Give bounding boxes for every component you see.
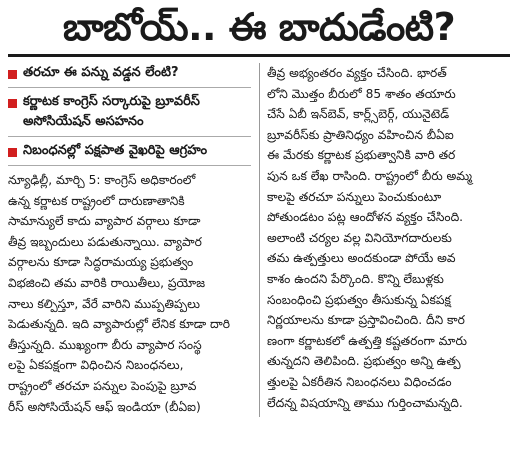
body-line: సంబంధించి ప్రభుత్వం తీసుకున్న ఏకపక్ష bbox=[267, 292, 451, 307]
subhead-divider bbox=[8, 165, 251, 166]
body-line: ణంగా కర్ణాటకలో ఉత్పత్తి కష్టతరంగా మారు bbox=[267, 333, 467, 348]
body-line: బ్రూవరీస్‌కు ప్రాతినిధ్యం వహించిన బీఏఐ bbox=[267, 127, 454, 142]
body-line: పోతుండటం పట్ల ఆందోళన వ్యక్తం చేసింది. bbox=[267, 210, 464, 225]
subhead-item bbox=[8, 92, 251, 132]
body-line: రీస్ అసోసియేషన్ ఆఫ్ ఇండియా (బీఏఐ) bbox=[8, 399, 201, 414]
body-line: త్తులపై ఏకరీతిన నిబంధనలు విధించడం bbox=[267, 374, 452, 389]
article-columns bbox=[8, 63, 510, 417]
left-column bbox=[8, 63, 251, 417]
body-line: న్యూఢిల్లీ, మార్చి 5: కాంగ్రెస్ అధికారంలో bbox=[8, 173, 196, 187]
subhead-item bbox=[8, 63, 251, 83]
body-line: ఈ మేరకు కర్ణాటక ప్రభుత్వానికి వారి తర bbox=[267, 148, 456, 163]
subhead-text: నిబంధనల్లో పక్షపాత వైఖరిపై ఆగ్రహం bbox=[23, 143, 208, 158]
body-line: రాష్ట్రంలో తరచూ పన్నుల పెంపుపై బ్రూవ bbox=[8, 378, 197, 393]
body-line: పున ఒక లేఖ రాసింది. రాష్ట్రంలో బీరు అమ్మ bbox=[267, 168, 473, 183]
body-line: తీస్తున్నది. ముఖ్యంగా బీరు వ్యాపార సంస్థ bbox=[8, 337, 202, 352]
body-line: చేసే ఏబీ ఇన్‌బెవ్, కార్ల్స్‌బెర్గ్, యునైటెడ్ bbox=[267, 107, 450, 122]
body-line: వర్గాలను కూడా సిద్ధరామయ్య ప్రభుత్వం bbox=[8, 255, 194, 270]
red-square-bullet-icon bbox=[8, 148, 17, 157]
left-body-text bbox=[8, 170, 251, 417]
body-line: సామాన్యులే కాదు వ్యాపార వర్గాలు కూడా bbox=[8, 214, 201, 229]
body-line: పెడుతున్నది. ఇది వ్యాపారుల్లో లేనిక కూడా దారి bbox=[8, 317, 230, 332]
subhead-text: కర్ణాటక కాంగ్రెస్ సర్కారుపై బ్రూవరీస్ అసోసియేషన్ అసహనం bbox=[23, 94, 200, 129]
body-line: తున్నదని తెలిపింది. ప్రభుత్వం అన్ని ఉత్ప bbox=[267, 354, 461, 369]
subhead-divider bbox=[8, 136, 251, 137]
subhead-text: తరచూ ఈ పన్ను వడ్డన లేంటి? bbox=[23, 65, 179, 80]
subhead-item bbox=[8, 141, 251, 161]
body-line: కాలపై తరచూ పన్నులు పెంచుకుంటూ bbox=[267, 189, 442, 204]
subhead-divider bbox=[8, 87, 251, 88]
body-line: నిర్ణయాలను కూడా ప్రస్తావించింది. దీని కార bbox=[267, 313, 465, 328]
body-line: తీవ్ర ఇబ్బందులు పడుతున్నాయి. వ్యాపార bbox=[8, 234, 202, 249]
red-square-bullet-icon bbox=[8, 70, 17, 79]
headline: బాబోయ్.. ఈ బాదుడేంటి? bbox=[62, 5, 456, 49]
body-line: ఉన్న కర్ణాటక రాష్ట్రంలో దారుణాతానికి bbox=[8, 193, 185, 208]
body-line: లపై ఏకపక్షంగా విధించిన నిబంధనలు, bbox=[8, 358, 184, 373]
right-column bbox=[259, 63, 510, 417]
body-line: కాశం ఉందని పేర్కొంది. కొన్ని లేబుళ్లకు bbox=[267, 271, 444, 286]
body-line: నాలు కల్పిస్తూ, వేరే వారిని ముప్పతిప్పలు bbox=[8, 296, 200, 311]
body-line: తమ ఉత్పత్తులు అందకుండా పోయే అవ bbox=[267, 251, 456, 266]
body-line: లోని మొత్తం బీరులో 85 శాతం తయారు bbox=[267, 86, 456, 101]
body-line: లేదన్న విషయాన్ని తాము గుర్తించామన్నది. bbox=[267, 395, 463, 410]
body-line: తీవ్ర అభ్యంతరం వ్యక్తం చేసింది. భారత్ bbox=[267, 66, 447, 80]
red-square-bullet-icon bbox=[8, 99, 17, 108]
headline-rule bbox=[8, 54, 510, 57]
body-line: విభజించి తమ వారికి రాయితీలు, ప్రయోజ bbox=[8, 275, 205, 290]
body-line: అలాంటి చర్యల వల్ల వినియోగదారులకు bbox=[267, 230, 452, 245]
